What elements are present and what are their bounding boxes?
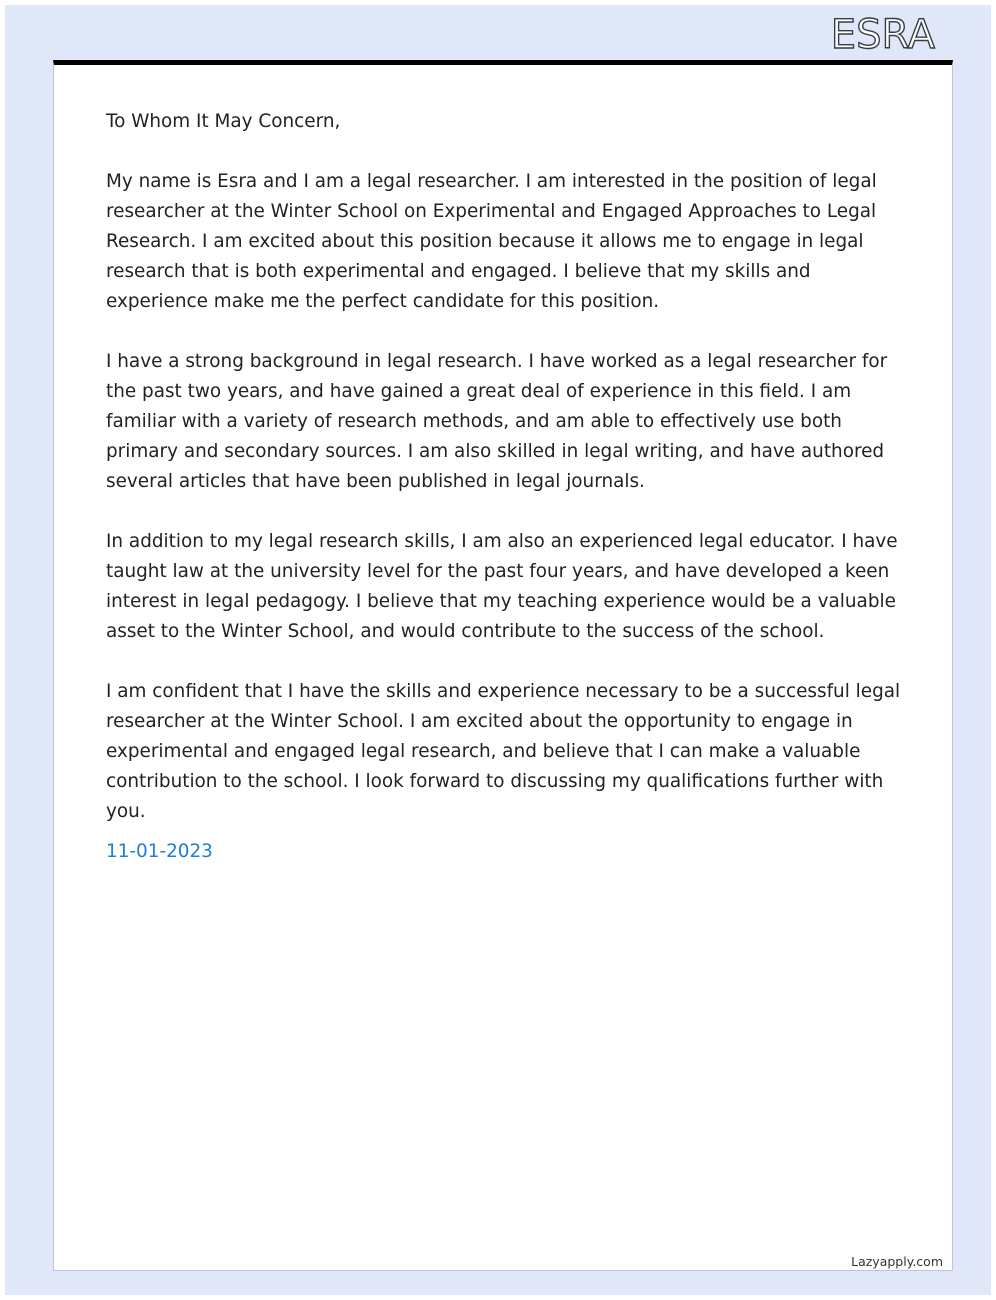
paragraph-1: My name is Esra and I am a legal researcher. I am interested in the position of legal researcher at the Winter School on Experimental and Engaged Approaches to Legal Research. I am excited about this position because it allows me to engage in legal research that is both experimental and engaged. I believe that my skills and experience make me the perfect candidate for this position. <box>106 171 877 312</box>
letter-page <box>53 60 953 1271</box>
page-background <box>5 5 991 1295</box>
applicant-name-heading: ESRA <box>830 12 935 58</box>
paragraph-2: I have a strong background in legal research. I have worked as a legal researcher for the past two years, and have gained a great deal of experience in this field. I am familiar with a variety of research methods, and am able to effectively use both primary and secondary sources. I am also skilled in legal writing, and have authored several articles that have been published in legal journals. <box>106 351 888 492</box>
letter-body <box>106 107 906 867</box>
paragraph-4: I am confident that I have the skills and experience necessary to be a successful legal researcher at the Winter School. I am excited about the opportunity to engage in experimental and engaged legal research, and believe that I can make a valuable contribution to the school. I look forward to discussing my qualifications further with you. <box>106 681 901 822</box>
salutation: To Whom It May Concern, <box>106 111 341 132</box>
footer-watermark: Lazyapply.com <box>851 1254 943 1269</box>
paragraph-3: In addition to my legal research skills, I am also an experienced legal educator. I have taught law at the university level for the past four years, and have developed a keen interest in legal pedagogy. I believe that my teaching experience would be a valuable asset to the Winter School, and would contribute to the success of the school. <box>106 531 898 642</box>
letter-date: 11-01-2023 <box>106 841 213 862</box>
